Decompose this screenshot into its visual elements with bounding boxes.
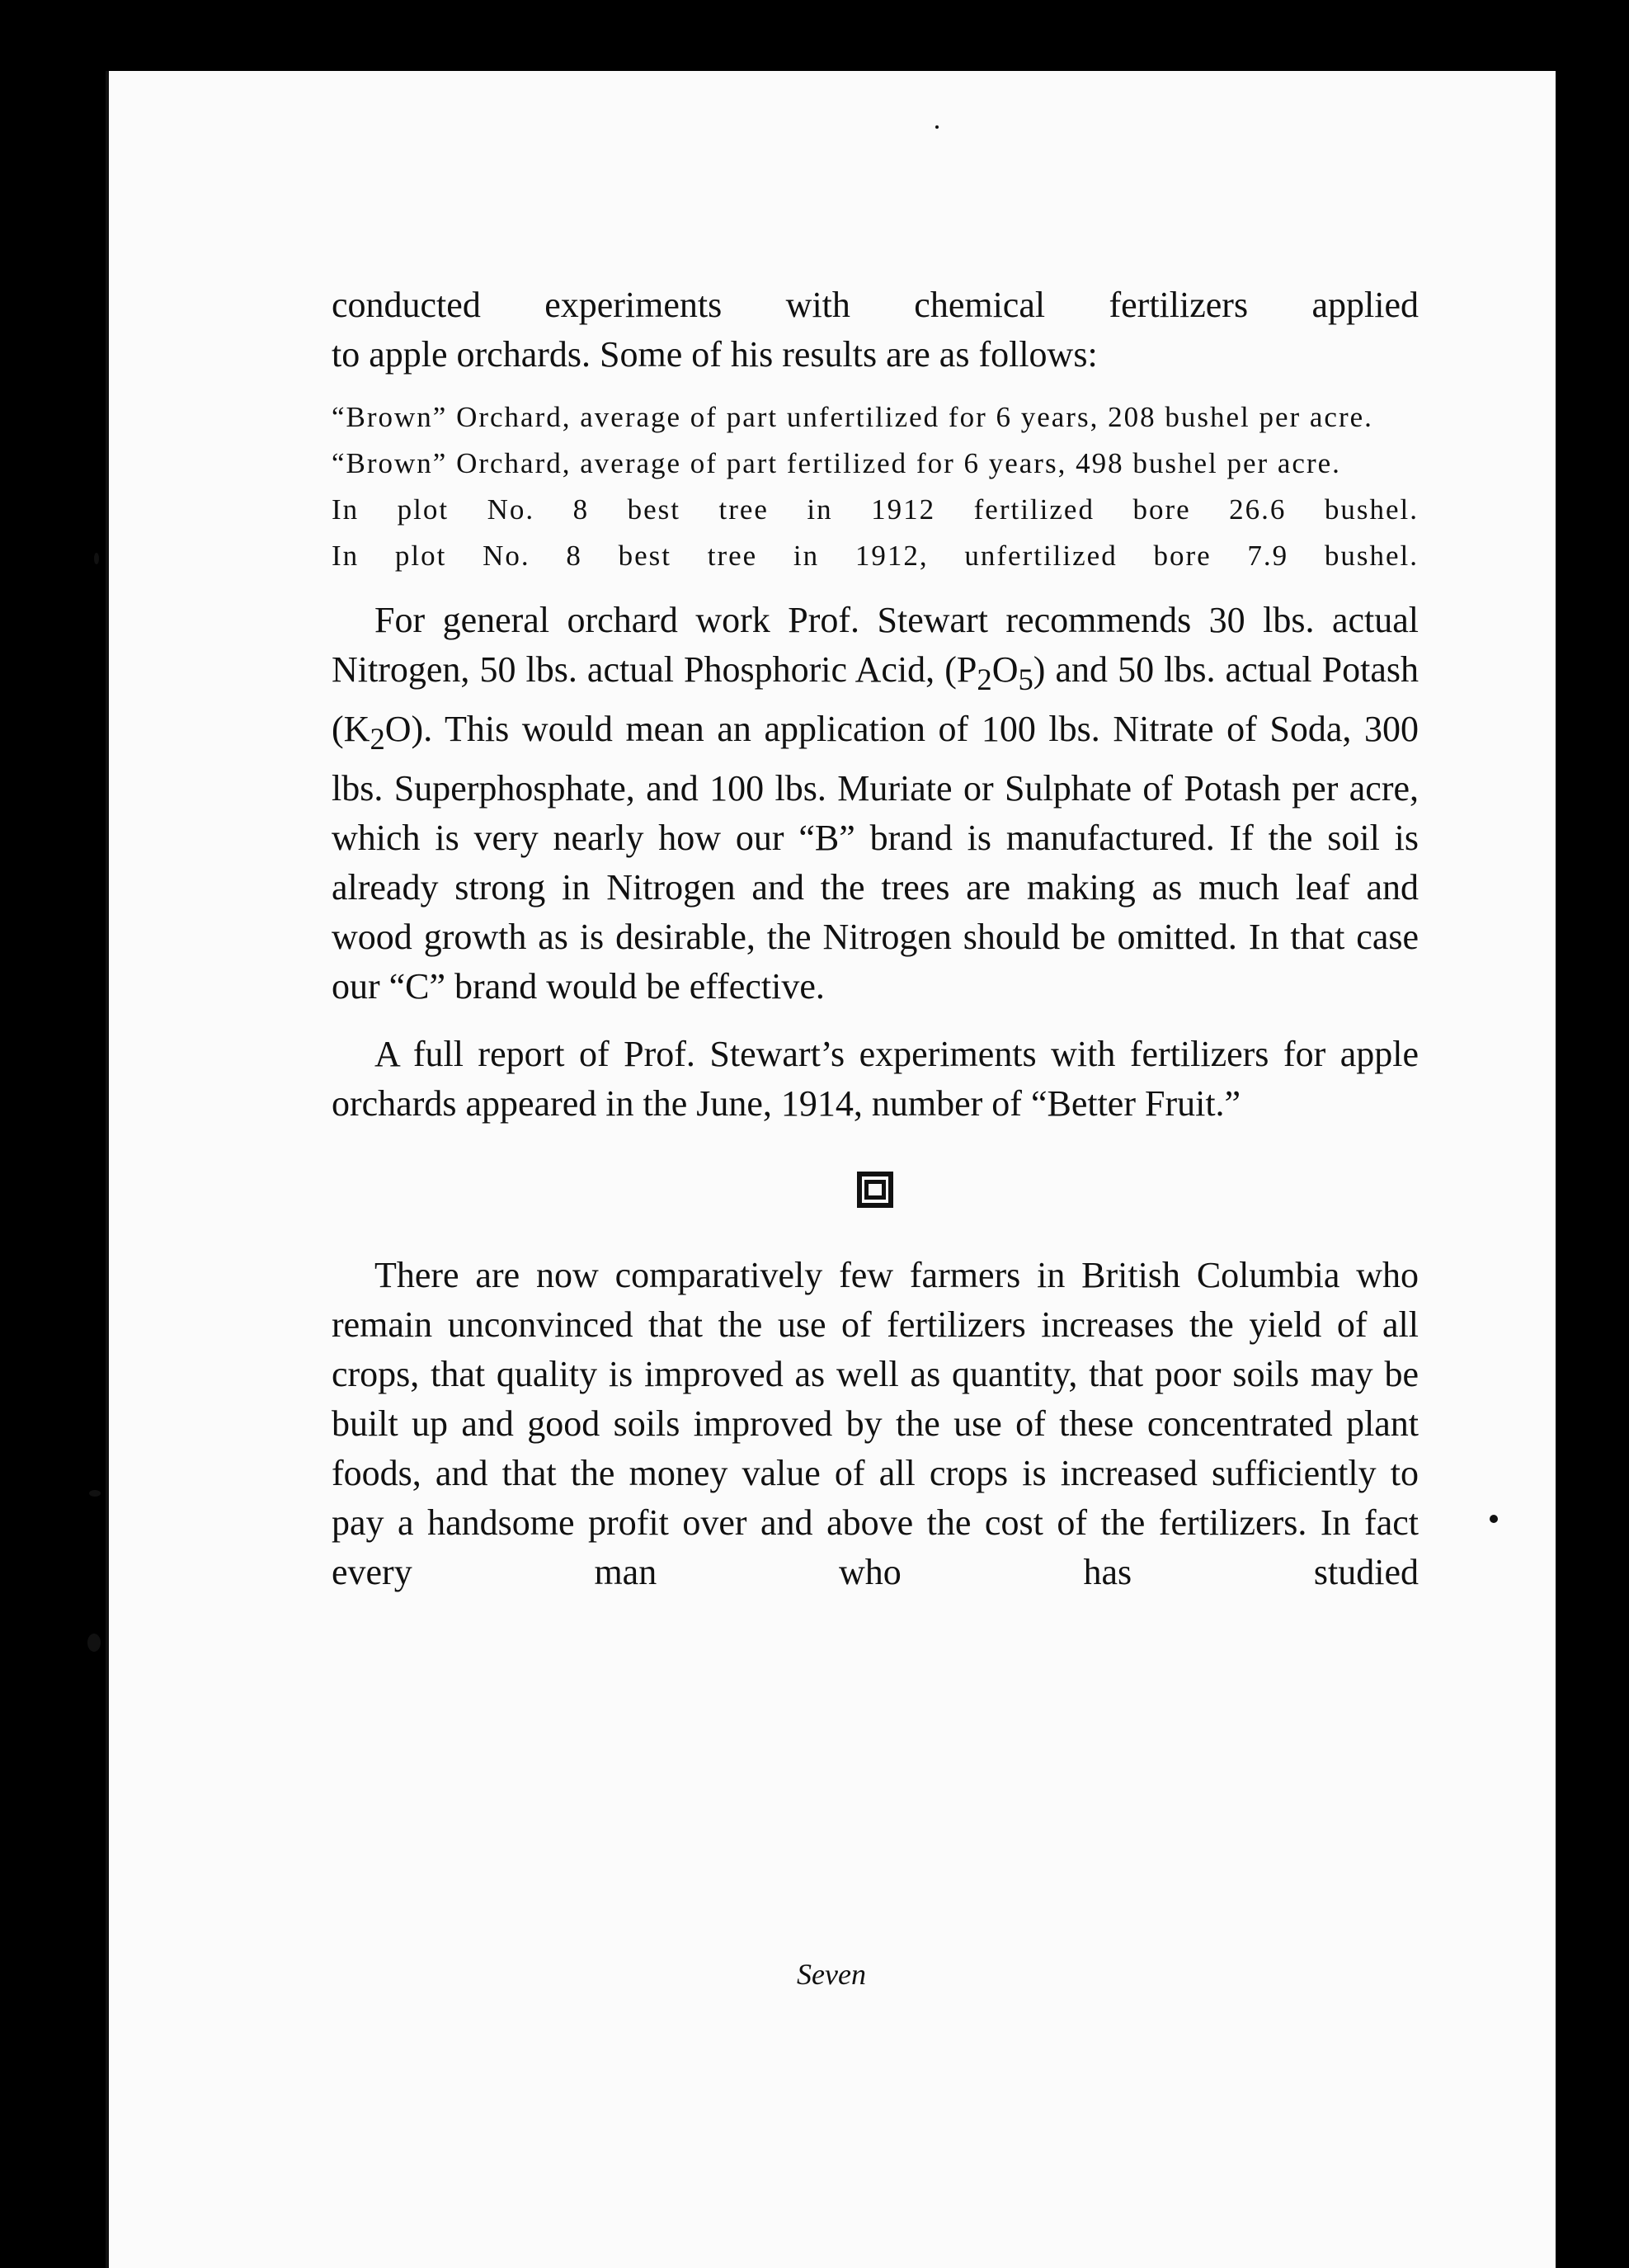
page-number: Seven: [797, 1958, 866, 1991]
intro-line-1: conducted experiments with chemical fertilizers applied: [332, 285, 1419, 325]
recommendation-paragraph: For general orchard work Prof. Stewart recommends 30 lbs. actual Nitrogen, 50 lbs. actual Phosphoric Acid, $(P_2O_5)$ and 50 lbs. actual Potash $(K_2O)$. This would mean an application of 100 lbs. Nitrate of Soda, 300 lbs. Superphosphate, and 100 lbs. Muriate or Sulphate of Potash per acre, which is very nearly how our “B” brand is manufactured. If the soil is already strong in Nitrogen and the trees are making as much leaf and wood growth as is desirable, the Nitrogen should be omitted. In that case our “C” brand would be effective.: [332, 600, 1419, 1007]
square-ornament-icon: [857, 1172, 893, 1208]
results-list: [332, 394, 1419, 579]
page-sheet: [106, 71, 1556, 2268]
result-entry: In plot No. 8 best tree in 1912 fertilized bore 26.6 bushel.: [332, 493, 1419, 526]
result-entry: “Brown” Orchard, average of part unfertilized for 6 years, 208 bushel per acre.: [332, 401, 1373, 433]
scan-speck: [89, 1490, 101, 1497]
binding-margin-line: [106, 71, 109, 2268]
result-entry: In plot No. 8 best tree in 1912, unfertilized bore 7.9 bushel.: [332, 540, 1419, 572]
body-text: [332, 281, 1419, 1597]
report-paragraph: A full report of Prof. Stewart’s experiments with fertilizers for apple orchards appeared in the June, 1914, number of “Better Fruit.”: [332, 1033, 1419, 1124]
scan-speck: [935, 125, 939, 129]
scan-speck: [1490, 1515, 1498, 1523]
scan-speck: [94, 553, 99, 564]
intro-line-2: to apple orchards. Some of his results are as follows:: [332, 334, 1098, 375]
conclusion-paragraph: There are now comparatively few farmers in British Columbia who remain unconvinced that the use of fertilizers increases the yield of all crops, that quality is improved as well as quantity, that poor soils may be built up and good soils improved by the use of these concentrated plant foods, and that the money value of all crops is increased sufficiently to pay a handsome profit over and above the cost of the fertilizers. In fact every man who has studied: [332, 1254, 1419, 1592]
result-entry: “Brown” Orchard, average of part fertilized for 6 years, 498 bushel per acre.: [332, 447, 1341, 479]
scan-speck: [87, 1634, 101, 1652]
section-divider: [332, 1129, 1419, 1251]
